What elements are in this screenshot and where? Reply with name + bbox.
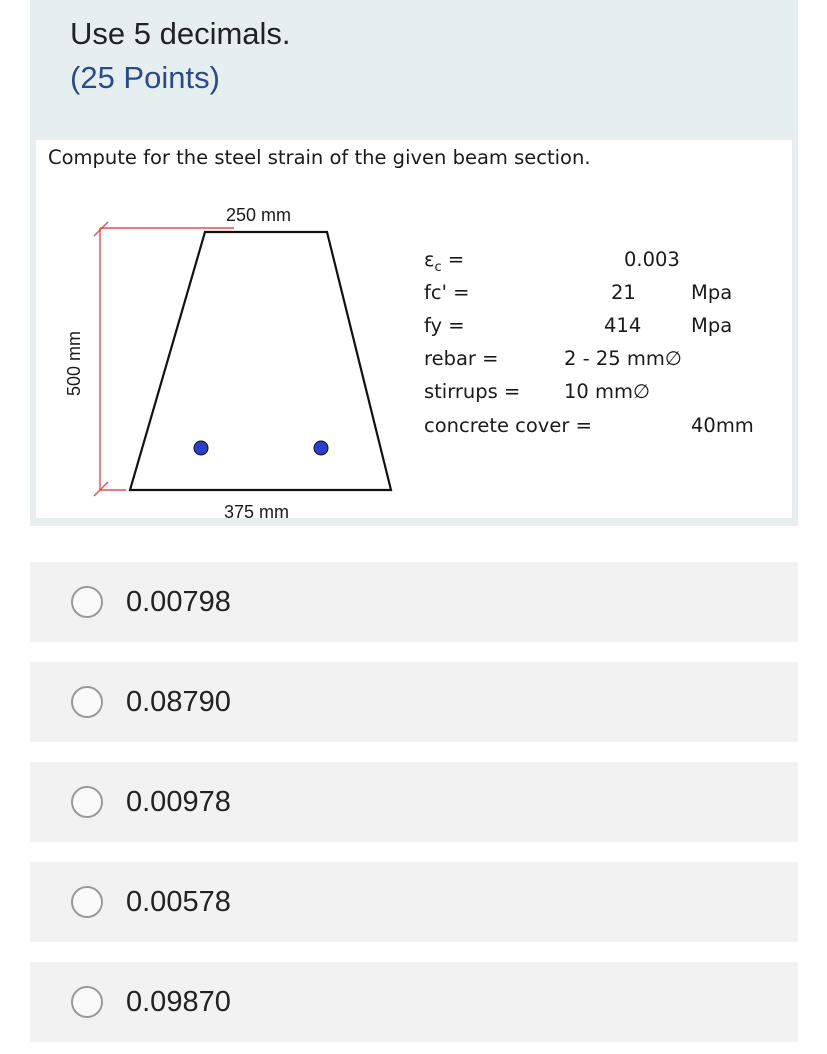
- param-label-stirrups: stirrups =: [424, 380, 521, 403]
- answer-option-2[interactable]: [30, 662, 798, 742]
- param-unit-cover: 40mm: [691, 414, 754, 437]
- beam-section-diagram: [36, 140, 416, 518]
- param-label-fy: fy =: [424, 314, 465, 337]
- height-label: 500 mm: [64, 330, 84, 396]
- top-width-label: 250 mm: [226, 205, 292, 225]
- question-points: (25 Points): [70, 60, 220, 95]
- answer-option-1[interactable]: [30, 562, 798, 642]
- param-value-rebar: 2 - 25 mm∅: [564, 347, 682, 370]
- beam-trapezoid-outline: [130, 232, 391, 490]
- rebar-right: [314, 441, 328, 455]
- answer-option-4[interactable]: [30, 862, 798, 942]
- radio-button-icon[interactable]: [71, 986, 103, 1018]
- param-unit-fy: Mpa: [691, 314, 733, 337]
- radio-button-icon[interactable]: [71, 886, 103, 918]
- answer-option-label: 0.00798: [126, 586, 231, 618]
- answer-option-label: 0.09870: [126, 986, 231, 1018]
- answer-option-3[interactable]: [30, 762, 798, 842]
- radio-button-icon[interactable]: [71, 686, 103, 718]
- question-prompt: Compute for the steel strain of the given beam section.: [48, 146, 591, 169]
- param-label-ec: $\varepsilon_c$ =: [424, 248, 465, 275]
- parameter-list: [424, 240, 794, 440]
- answer-option-label: 0.00978: [126, 786, 231, 818]
- bottom-width-label: 375 mm: [224, 502, 290, 518]
- param-label-rebar: rebar =: [424, 347, 499, 370]
- param-value-fy: 414: [604, 314, 642, 337]
- question-card: [30, 0, 798, 526]
- param-value-stirrups: 10 mm∅: [564, 380, 650, 403]
- answer-option-label: 0.00578: [126, 886, 231, 918]
- param-label-fc: fc' =: [424, 281, 470, 304]
- answer-option-5[interactable]: [30, 962, 798, 1042]
- param-unit-fc: Mpa: [691, 281, 733, 304]
- param-value-ec: 0.003: [624, 248, 680, 271]
- answer-option-label: 0.08790: [126, 686, 231, 718]
- radio-button-icon[interactable]: [71, 786, 103, 818]
- param-value-fc: 21: [611, 281, 636, 304]
- rebar-left: [194, 441, 208, 455]
- param-label-cover: concrete cover =: [424, 414, 592, 437]
- radio-button-icon[interactable]: [71, 586, 103, 618]
- question-image: [36, 140, 792, 518]
- question-instruction: Use 5 decimals.: [70, 16, 291, 51]
